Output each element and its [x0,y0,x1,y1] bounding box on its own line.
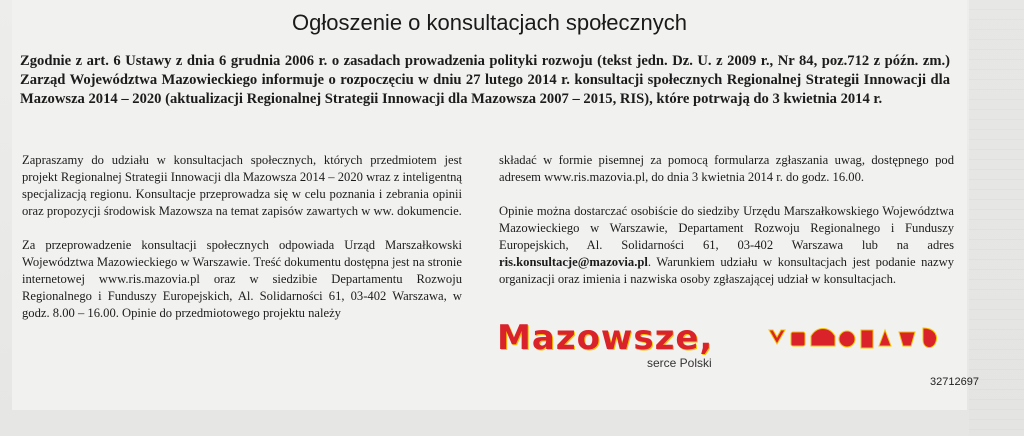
logo-tagline: serce Polski [647,356,712,370]
right-paragraph-2-start: Opinie można dostarczać osobiście do siedziby Urzędu Marszałkowskiego Województwa Mazowieckiego w Warszawie, Departament Rozwoju Regionalnego i Funduszy Europejskich, Al. Solidarności 61, 03-402 Warszawa lub na adres [499,204,954,252]
logo-pictogram-icon [767,322,952,358]
email-address: ris.konsultacje@mazovia.pl [499,255,648,269]
right-column [499,152,954,305]
notice-advert [12,0,967,410]
right-paragraph-2-end: . Warunkiem udziału w konsultacjach jest podanie nazwy organizacji oraz imienia i nazwiska osoby zgłaszającej udział w konsultacjach. [499,255,954,286]
left-paragraph-2: Za przeprowadzenie konsultacji społecznych odpowiada Urząd Marszałkowski Województwa Mazowieckiego w Warszawie. Treść dokumentu dostępna jest na stronie internetowej www.ris.mazovia.pl oraz w siedzibie Departamentu Rozwoju Regionalnego i Funduszy Europejskich, Al. Solidarności 61, 03-402 Warszawa, w godz. 8.00 – 16.00. Opinie do przedmiotowego projektu należy [22,238,462,320]
right-paragraph-2 [499,203,954,288]
ad-code-number: 32712697 [930,376,979,388]
notice-title: Ogłoszenie o konsultacjach społecznych [291,10,687,35]
notice-lead: Zgodnie z art. 6 Ustawy z dnia 6 grudnia 2006 r. o zasadach prowadzenia polityki rozwoju (tekst jedn. Dz. U. z 2009 r., Nr 84, poz.712 z późn. zm.) Zarząd Województwa Mazowieckiego informuje o rozpoczęciu w dniu 27 lutego 2014 r. konsultacji społecznych Regionalnej Strategii Innowacji dla Mazowsza 2014 – 2020 (aktualizacji Regionalnej Strategii Innowacji dla Mazowsza 2007 – 2015, RIS), które potrwają do 3 kwietnia 2014 r. [20,53,950,107]
right-paragraph-1: składać w formie pisemnej za pomocą formularza zgłaszania uwag, dostępnego pod adresem www.ris.mazovia.pl, do dnia 3 kwietnia 2014 r. do godz. 16.00. [499,153,954,184]
mazowsze-logo [497,318,957,388]
adjacent-column-bleed [969,0,1024,436]
left-column [22,152,462,339]
logo-wordmark: Mazowsze, [497,318,714,358]
left-paragraph-1: Zapraszamy do udziału w konsultacjach społecznych, których przedmiotem jest projekt Regionalnej Strategii Innowacji dla Mazowsza 2014 – 2020 wraz z inteligentną specjalizacją regionu. Konsultacje przeprowadza się w celu poznania i zebrania opinii oraz propozycji środowisk Mazowsza na temat zapisów zawartych w ww. dokumencie. [22,153,462,218]
